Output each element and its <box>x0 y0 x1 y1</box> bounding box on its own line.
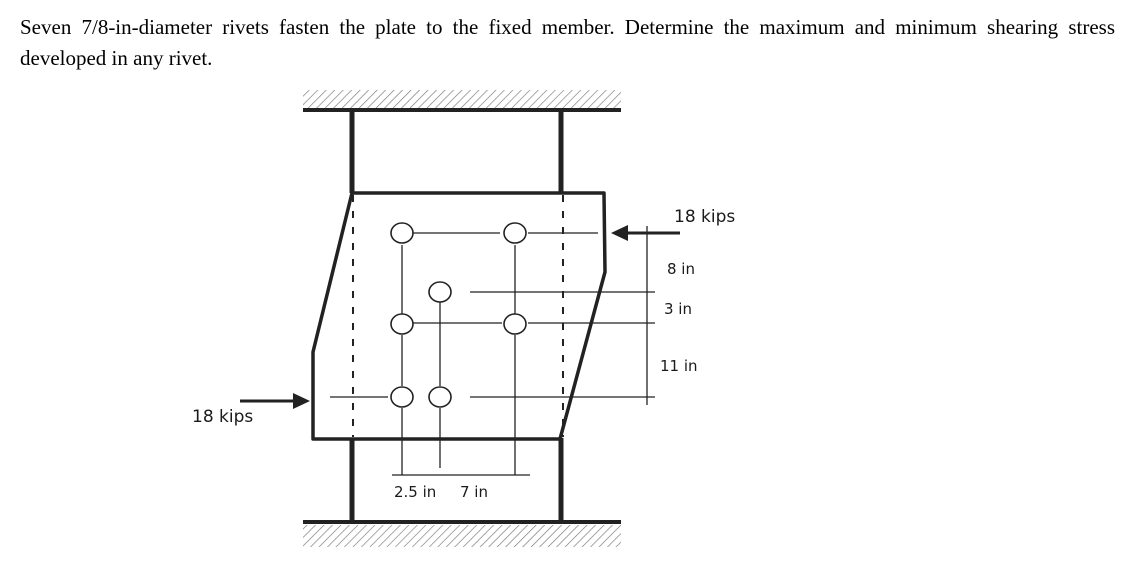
load-left-label: 18 kips <box>192 407 254 427</box>
dim-11-in-label: 11 in <box>660 357 698 375</box>
rivet-2 <box>504 223 526 243</box>
dim-8-in-label: 8 in <box>667 260 695 278</box>
plate-outline <box>313 193 605 439</box>
bottom-support-hatch <box>303 525 621 547</box>
rivet-3 <box>429 282 451 302</box>
rivet-5 <box>504 314 526 334</box>
problem-statement: Seven 7/8-in-diameter rivets fasten the plate to the fixed member. Determine the maximum and minimum shearing stress developed in any rivet. <box>20 15 1115 70</box>
rivet-6 <box>391 387 413 407</box>
rivet-1 <box>391 223 413 243</box>
rivet-7 <box>429 387 451 407</box>
rivet-4 <box>391 314 413 334</box>
dim-7-in-label: 7 in <box>460 483 488 501</box>
load-arrow-left-head <box>293 393 310 409</box>
load-right-label: 18 kips <box>674 207 736 227</box>
dim-2-5-in-label: 2.5 in <box>394 483 437 501</box>
dim-3-in-label: 3 in <box>664 300 692 318</box>
top-support-hatch <box>303 90 621 108</box>
load-arrow-right-head <box>611 225 628 241</box>
